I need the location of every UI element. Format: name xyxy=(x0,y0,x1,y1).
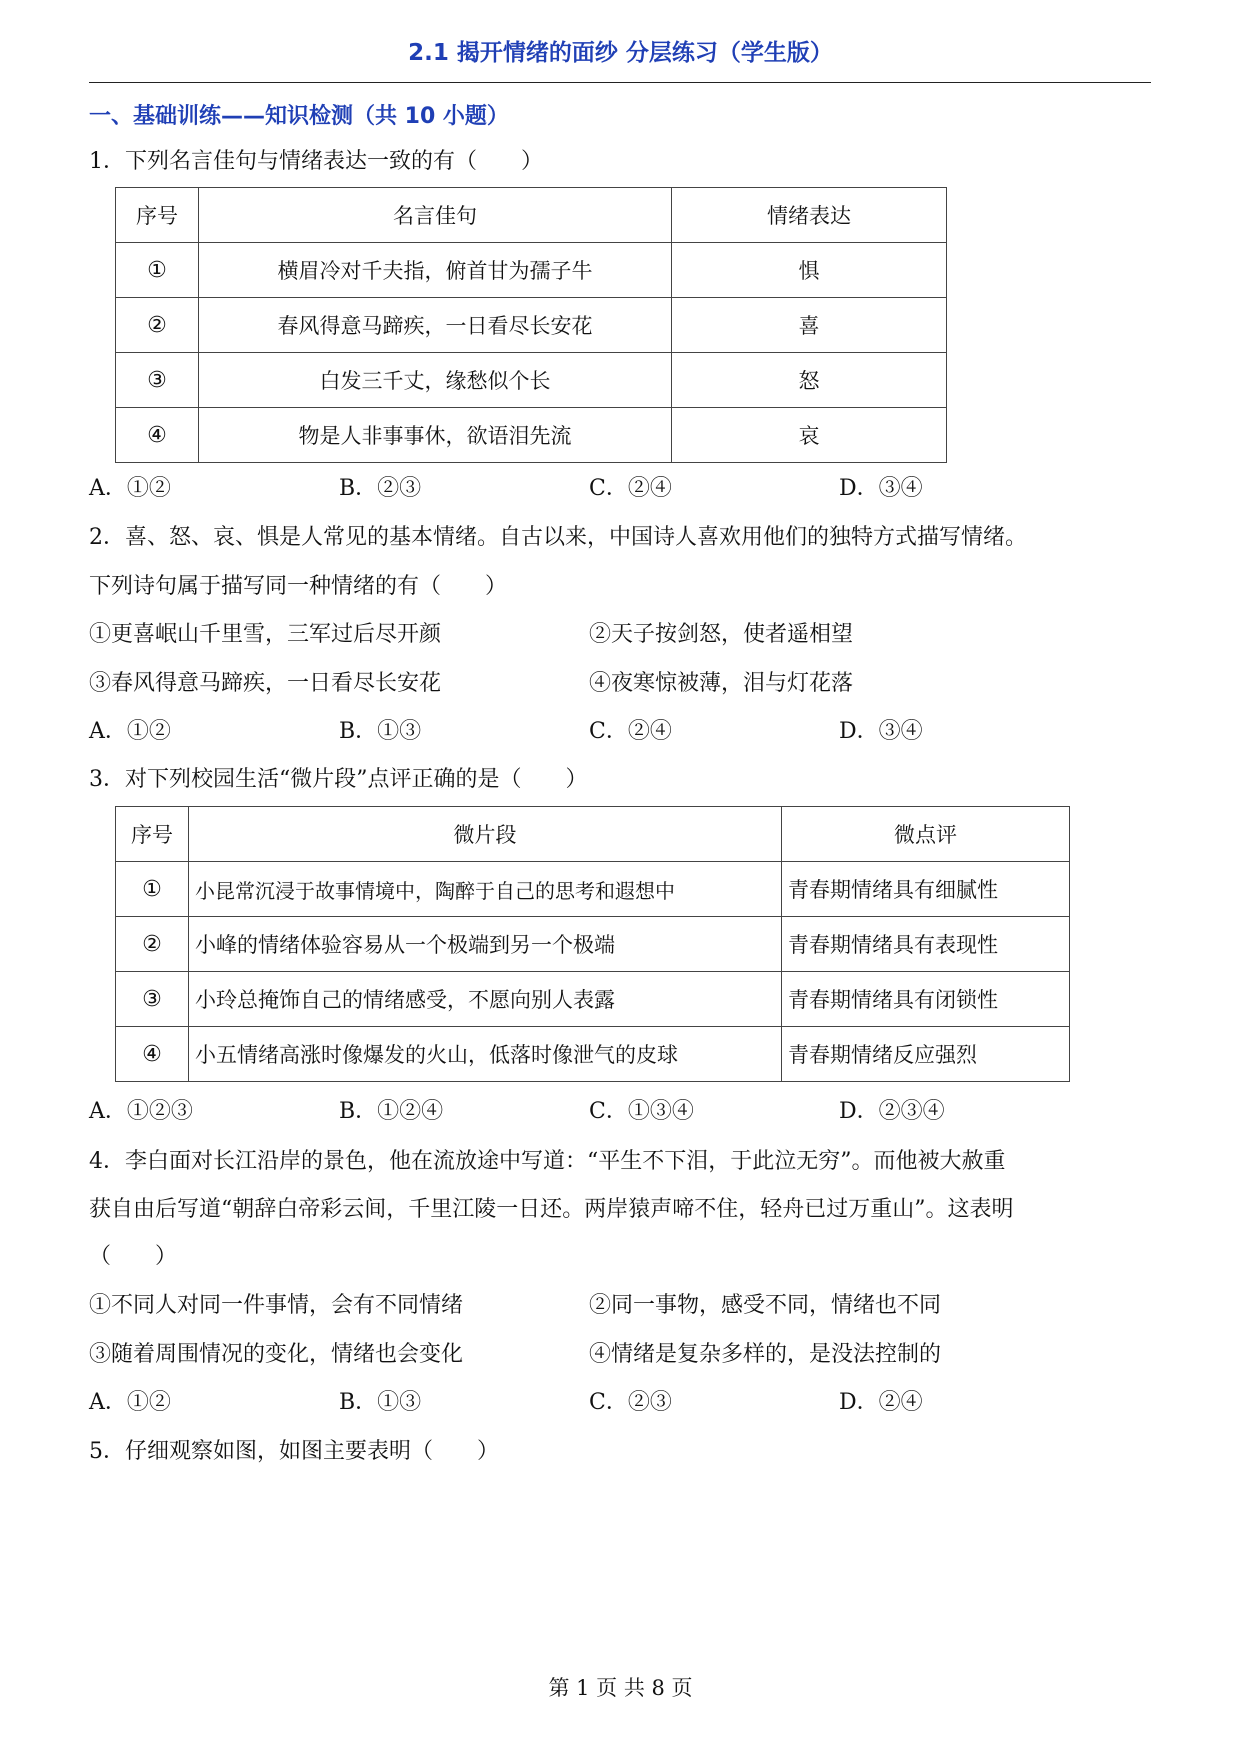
emotion-cell: 惧 xyxy=(672,243,947,298)
q4-option-b[interactable]: B．①③ xyxy=(339,1390,422,1415)
comment-cell: 青春期情绪反应强烈 xyxy=(782,1027,1070,1082)
q1-option-c[interactable]: C．②④ xyxy=(589,476,672,501)
section-heading: 一、基础训练——知识检测（共 10 小题） xyxy=(89,104,509,129)
table-header-cell: 情绪表达 xyxy=(672,188,947,243)
q1-option-b[interactable]: B．②③ xyxy=(339,476,422,501)
row-number: ③ xyxy=(116,353,199,408)
q4-item-2: ②同一事物，感受不同，情绪也不同 xyxy=(589,1293,942,1318)
comment-cell: 青春期情绪具有细腻性 xyxy=(782,862,1070,917)
q2-stem-line1: 2．喜、怒、哀、惧是人常见的基本情绪。自古以来，中国诗人喜欢用他们的独特方式描写情绪。 xyxy=(89,525,1028,550)
q2-item-3: ③春风得意马蹄疾，一日看尽长安花 xyxy=(89,671,442,696)
snippet-cell: 小峰的情绪体验容易从一个极端到另一个极端 xyxy=(189,917,782,972)
q1-stem: 1．下列名言佳句与情绪表达一致的有（ ） xyxy=(89,149,543,174)
table-row xyxy=(116,408,947,463)
table-header-row xyxy=(116,807,1070,862)
q4-option-c[interactable]: C．②③ xyxy=(589,1390,672,1415)
quote-cell: 物是人非事事休，欲语泪先流 xyxy=(199,408,672,463)
q4-item-1: ①不同人对同一件事情，会有不同情绪 xyxy=(89,1293,464,1318)
snippet-cell: 小五情绪高涨时像爆发的火山，低落时像泄气的皮球 xyxy=(189,1027,782,1082)
table-row xyxy=(116,1027,1070,1082)
comment-cell: 青春期情绪具有闭锁性 xyxy=(782,972,1070,1027)
table-row xyxy=(116,862,1070,917)
q2-item-4: ④夜寒惊被薄，泪与灯花落 xyxy=(589,671,854,696)
row-number: ④ xyxy=(116,408,199,463)
table-row xyxy=(116,298,947,353)
snippet-cell: 小昆常沉浸于故事情境中，陶醉于自己的思考和遐想中 xyxy=(189,862,782,917)
q2-option-c[interactable]: C．②④ xyxy=(589,719,672,744)
row-number: ④ xyxy=(116,1027,189,1082)
table-header-row xyxy=(116,188,947,243)
row-number: ② xyxy=(116,298,199,353)
q5-stem: 5．仔细观察如图，如图主要表明（ ） xyxy=(89,1439,499,1464)
quote-cell: 春风得意马蹄疾，一日看尽长安花 xyxy=(199,298,672,353)
q3-option-c[interactable]: C．①③④ xyxy=(589,1099,694,1124)
row-number: ② xyxy=(116,917,189,972)
q3-option-a[interactable]: A．①②③ xyxy=(89,1099,193,1124)
snippet-cell: 小玲总掩饰自己的情绪感受，不愿向别人表露 xyxy=(189,972,782,1027)
table-row xyxy=(116,243,947,298)
table-row xyxy=(116,972,1070,1027)
title-divider xyxy=(89,82,1151,83)
table-header-cell: 序号 xyxy=(116,807,189,862)
q1-table xyxy=(115,187,947,463)
row-number: ① xyxy=(116,243,199,298)
q4-option-a[interactable]: A．①② xyxy=(89,1390,171,1415)
quote-cell: 横眉冷对千夫指，俯首甘为孺子牛 xyxy=(199,243,672,298)
table-header-cell: 序号 xyxy=(116,188,199,243)
q1-option-d[interactable]: D．③④ xyxy=(839,476,923,501)
q2-item-2: ②天子按剑怒，使者遥相望 xyxy=(589,622,854,647)
table-row xyxy=(116,917,1070,972)
comment-cell: 青春期情绪具有表现性 xyxy=(782,917,1070,972)
q2-stem-line2: 下列诗句属于描写同一种情绪的有（ ） xyxy=(89,574,508,599)
row-number: ① xyxy=(116,862,189,917)
q1-option-a[interactable]: A．①② xyxy=(89,476,171,501)
page-footer: 第 1 页 共 8 页 xyxy=(548,1676,693,1700)
q4-stem-line3: （ ） xyxy=(89,1244,178,1269)
q3-table xyxy=(115,806,1070,1082)
q2-option-a[interactable]: A．①② xyxy=(89,719,171,744)
q4-stem-line2: 获自由后写道“朝辞白帝彩云间，千里江陵一日还。两岸猿声啼不住，轻舟已过万重山”。这表明 xyxy=(89,1197,1014,1222)
q2-item-1: ①更喜岷山千里雪，三军过后尽开颜 xyxy=(89,622,442,647)
q3-option-d[interactable]: D．②③④ xyxy=(839,1099,945,1124)
q2-option-b[interactable]: B．①③ xyxy=(339,719,422,744)
q4-option-d[interactable]: D．②④ xyxy=(839,1390,923,1415)
table-header-cell: 名言佳句 xyxy=(199,188,672,243)
q4-item-3: ③随着周围情况的变化，情绪也会变化 xyxy=(89,1342,464,1367)
emotion-cell: 哀 xyxy=(672,408,947,463)
q3-option-b[interactable]: B．①②④ xyxy=(339,1099,444,1124)
table-header-cell: 微点评 xyxy=(782,807,1070,862)
table-header-cell: 微片段 xyxy=(189,807,782,862)
q2-option-d[interactable]: D．③④ xyxy=(839,719,923,744)
q4-item-4: ④情绪是复杂多样的，是没法控制的 xyxy=(589,1342,942,1367)
quote-cell: 白发三千丈，缘愁似个长 xyxy=(199,353,672,408)
emotion-cell: 怒 xyxy=(672,353,947,408)
page-title: 2.1 揭开情绪的面纱 分层练习（学生版） xyxy=(408,40,833,66)
q4-stem-line1: 4．李白面对长江沿岸的景色，他在流放途中写道：“平生不下泪，于此泣无穷”。而他被大赦重 xyxy=(89,1149,1006,1174)
table-row xyxy=(116,353,947,408)
q3-stem: 3．对下列校园生活“微片段”点评正确的是（ ） xyxy=(89,767,588,792)
emotion-cell: 喜 xyxy=(672,298,947,353)
row-number: ③ xyxy=(116,972,189,1027)
